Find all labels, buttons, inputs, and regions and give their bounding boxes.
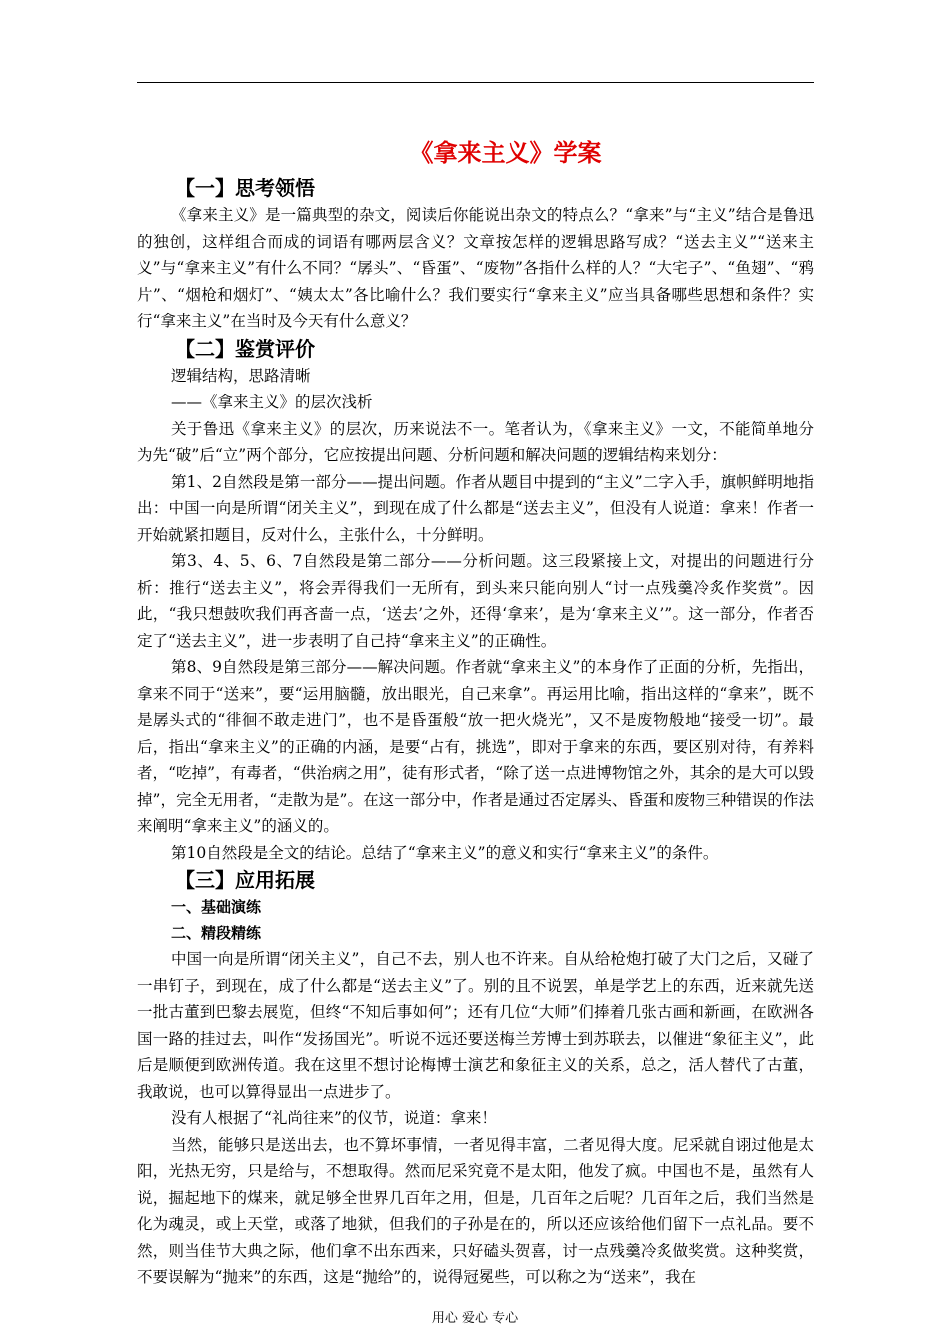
document-body (137, 138, 814, 1291)
document-title: 《拿来主义》学案 (409, 139, 602, 167)
subheading-passage-practice: 二、精段精练 (171, 924, 262, 942)
article-title: 逻辑结构，思路清晰 (171, 366, 311, 385)
article-subtitle: ——《拿来主义》的层次浅析 (171, 393, 373, 411)
section-heading-1: 【一】思考领悟 (175, 176, 315, 200)
section-heading-2: 【二】鉴赏评价 (175, 336, 315, 361)
subheading-basic-practice: 一、基础演练 (171, 898, 262, 916)
section-heading-3: 【三】应用拓展 (175, 868, 315, 892)
paragraph: 《拿来主义》是一篇典型的杂文，阅读后你能说出杂文的特点么？“拿来”与“主义”结合是鲁迅的独创，这样组合而成的词语有哪两层含义？文章按怎样的逻辑思路写成？“送去主义”“送来主义”与“拿来主义”有什么不同？“孱头”、“昏蛋”、“废物”各指什么样的人？“大宅子”、“鱼翅”、“鸦片”、“烟枪和烟灯”、“姨太太”各比喻什么？我们要实行“拿来主义”应当具备哪些思想和条件？实行“拿来主义”在当时及今天有什么意义？ (137, 206, 814, 330)
page-footer: 用心 爱心 专心 (431, 1311, 519, 1326)
paragraph: 中国一向是所谓“闭关主义”，自己不去，别人也不许来。自从给枪炮打破了大门之后，又碰了一串钉子，到现在，成了什么都是“送去主义”了。别的且不说罢，单是学艺上的东西，近来就先送一批古董到巴黎去展览，但终“不知后事如何”；还有几位“大师”们捧着几张古画和新画，在欧洲各国一路的挂过去，叫作“发扬国光”。听说不远还要送梅兰芳博士到苏联去，以催进“象征主义”，此后是顺便到欧洲传道。我在这里不想讨论梅博士演艺和象征主义的关系，总之，活人替代了古董，我敢说，也可以算得显出一点进步了。 (137, 950, 814, 1101)
paragraph: 当然，能够只是送出去，也不算坏事情，一者见得丰富，二者见得大度。尼采就自诩过他是太阳，光热无穷，只是给与，不想取得。然而尼采究竟不是太阳，他发了疯。中国也不是，虽然有人说，掘起地下的煤来，就足够全世界几百年之用，但是，几百年之后呢？几百年之后，我们当然是化为魂灵，或上天堂，或落了地狱，但我们的子孙是在的，所以还应该给他们留下一点礼品。要不然，则当佳节大典之际，他们拿不出东西来，只好磕头贺喜，讨一点残羹冷炙做奖赏。这种奖赏，不要误解为“抛来”的东西，这是“抛给”的，说得冠冕些，可以称之为“送来”，我在 (137, 1135, 814, 1286)
paragraph: 没有人根据了“礼尚往来”的仪节，说道：拿来！ (171, 1109, 497, 1127)
header-rule (137, 82, 814, 83)
paragraph: 关于鲁迅《拿来主义》的层次，历来说法不一。笔者认为，《拿来主义》一文，不能简单地分为先“破”后“立”两个部分，它应按提出问题、分析问题和解决问题的逻辑结构来划分： (137, 419, 814, 464)
paragraph: 第3、4、5、6、7自然段是第二部分——分析问题。这三段紧接上文，对提出的问题进行分析：推行“送去主义”，将会弄得我们一无所有，到头来只能向别人“讨一点残羹冷炙作奖赏”。因此，“我只想鼓吹我们再吝啬一点，‘送去’之外，还得‘拿来’，是为‘拿来主义’”。这一部分，作者否定了“送去主义”，进一步表明了自己持“拿来主义”的正确性。 (137, 552, 814, 650)
paragraph: 第1、2自然段是第一部分——提出问题。作者从题目中提到的“主义”二字入手，旗帜鲜明地指出：中国一向是所谓“闭关主义”，到现在成了什么都是“送去主义”，但没有人说道：拿来！作者一开始就紧扣题目，反对什么，主张什么，十分鲜明。 (137, 472, 814, 544)
paragraph: 第10自然段是全文的结论。总结了“拿来主义”的意义和实行“拿来主义”的条件。 (171, 843, 719, 862)
paragraph: 第8、9自然段是第三部分——解决问题。作者就“拿来主义”的本身作了正面的分析，先指出，拿来不同于“送来”，要“运用脑髓，放出眼光，自己来拿”。再运用比喻，指出这样的“拿来”，既不是孱头式的“徘徊不敢走进门”，也不是昏蛋般“放一把火烧光”，又不是废物般地“接受一切”。最后，指出“拿来主义”的正确的内涵，是要“占有，挑选”，即对于拿来的东西，要区别对待，有养料者，“吃掉”，有毒者，“供治病之用”，徒有形式者，“除了送一点进博物馆之外，其余的是大可以毁掉”，完全无用者，“走散为是”。在这一部分中，作者是通过否定孱头、昏蛋和废物三种错误的作法来阐明“拿来主义”的涵义的。 (137, 658, 814, 835)
